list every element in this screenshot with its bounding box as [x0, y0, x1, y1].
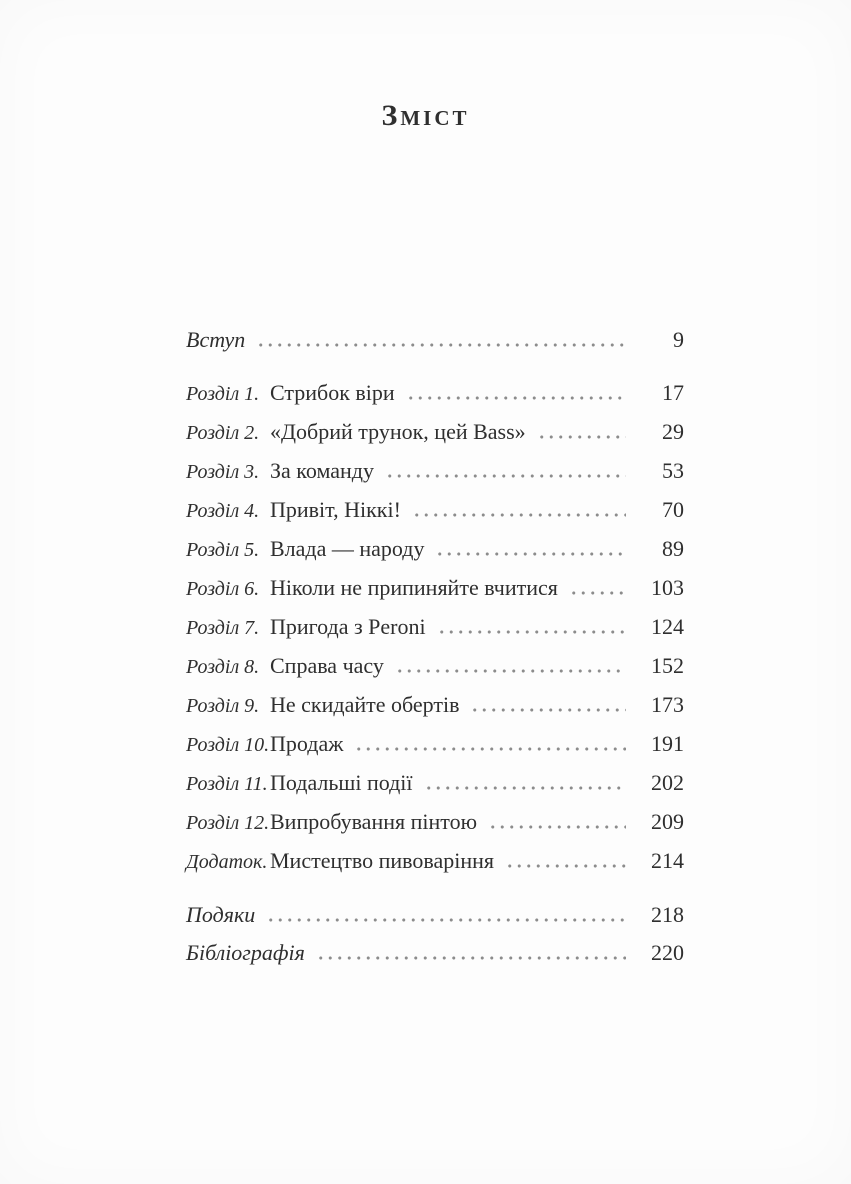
toc-row [186, 693, 684, 718]
toc-row [186, 459, 684, 484]
toc-row [186, 771, 684, 796]
toc-entry-page-number: 202 [651, 770, 684, 795]
toc-row [186, 941, 684, 965]
toc-list [186, 328, 684, 965]
toc-row [186, 732, 684, 757]
toc-entry-prefix: Розділ 11. [186, 773, 268, 795]
toc-row [186, 576, 684, 601]
toc-entry-title: Не скидайте обертів [270, 692, 460, 717]
toc-entry-title: Подальші події [270, 770, 413, 795]
toc-entry-page-number: 191 [651, 731, 684, 756]
dot-leader [505, 864, 626, 868]
toc-row [186, 420, 684, 445]
toc-entry-title: Пригода з Peroni [270, 614, 426, 639]
page-title: Зміст [381, 99, 470, 132]
toc-entry-title: Випробування пінтою [270, 809, 478, 834]
toc-entry-prefix: Розділ 2. [186, 422, 260, 444]
dot-leader [435, 552, 626, 556]
toc-entry-title: Бібліографія [186, 940, 305, 965]
toc-entry-prefix: Розділ 8. [186, 656, 260, 678]
toc-entry-title: Подяки [186, 902, 256, 927]
toc-entry-prefix: Розділ 7. [186, 617, 260, 639]
toc-entry-title: Мистецтво пивоваріння [270, 848, 495, 873]
dot-leader [266, 918, 626, 922]
toc-entry-page-number: 103 [651, 575, 684, 600]
dot-leader [424, 786, 626, 790]
toc-entry-page-number: 218 [651, 902, 684, 927]
dot-leader [412, 513, 626, 517]
toc-entry-prefix: Розділ 1. [186, 383, 260, 405]
toc-entry-page-number: 70 [662, 497, 684, 522]
toc-entry-prefix: Розділ 6. [186, 578, 260, 600]
toc-entry-page-number: 17 [662, 380, 684, 405]
toc-entry-title: Ніколи не припиняйте вчитися [270, 575, 558, 600]
toc-entry-prefix: Розділ 4. [186, 500, 260, 522]
toc-entry-prefix: Розділ 9. [186, 695, 260, 717]
toc-row [186, 810, 684, 835]
dot-leader [395, 669, 626, 673]
toc-entry-title: «Добрий трунок, цей Bass» [270, 419, 526, 444]
toc-entry-title: За команду [270, 458, 374, 483]
toc-entry-title: Вступ [186, 327, 246, 352]
toc-entry-page-number: 214 [651, 848, 684, 873]
toc-entry-prefix: Розділ 12. [186, 812, 270, 834]
toc-entry-prefix: Розділ 3. [186, 461, 260, 483]
dot-leader [406, 396, 626, 400]
dot-leader [354, 747, 626, 751]
dot-leader [488, 825, 626, 829]
toc-entry-page-number: 53 [662, 458, 684, 483]
toc-entry-title: Продаж [270, 731, 344, 756]
toc-entry-page-number: 220 [651, 940, 684, 965]
toc-entry-title: Стрибок віри [270, 380, 395, 405]
toc-entry-page-number: 9 [673, 327, 684, 352]
toc-row [186, 615, 684, 640]
toc-entry-page-number: 29 [662, 419, 684, 444]
toc-row [186, 903, 684, 927]
dot-leader [316, 956, 626, 960]
toc-row [186, 654, 684, 679]
toc-entry-page-number: 173 [651, 692, 684, 717]
toc-entry-page-number: 124 [651, 614, 684, 639]
toc-entry-title: Привіт, Ніккі! [270, 497, 401, 522]
dot-leader [569, 591, 626, 595]
dot-leader [470, 708, 626, 712]
toc-entry-prefix: Розділ 10. [186, 734, 270, 756]
toc-entry-title: Справа часу [270, 653, 384, 678]
toc-row [186, 498, 684, 523]
toc-entry-page-number: 89 [662, 536, 684, 561]
dot-leader [437, 630, 626, 634]
toc-row [186, 381, 684, 406]
toc-row [186, 328, 684, 352]
dot-leader [385, 474, 626, 478]
toc-entry-prefix: Додаток. [186, 851, 268, 873]
dot-leader [256, 343, 626, 347]
toc-row [186, 849, 684, 874]
toc-entry-title: Влада — народу [270, 536, 425, 561]
toc-row [186, 537, 684, 562]
dot-leader [537, 435, 626, 439]
toc-entry-prefix: Розділ 5. [186, 539, 260, 561]
toc-entry-page-number: 209 [651, 809, 684, 834]
toc-entry-page-number: 152 [651, 653, 684, 678]
